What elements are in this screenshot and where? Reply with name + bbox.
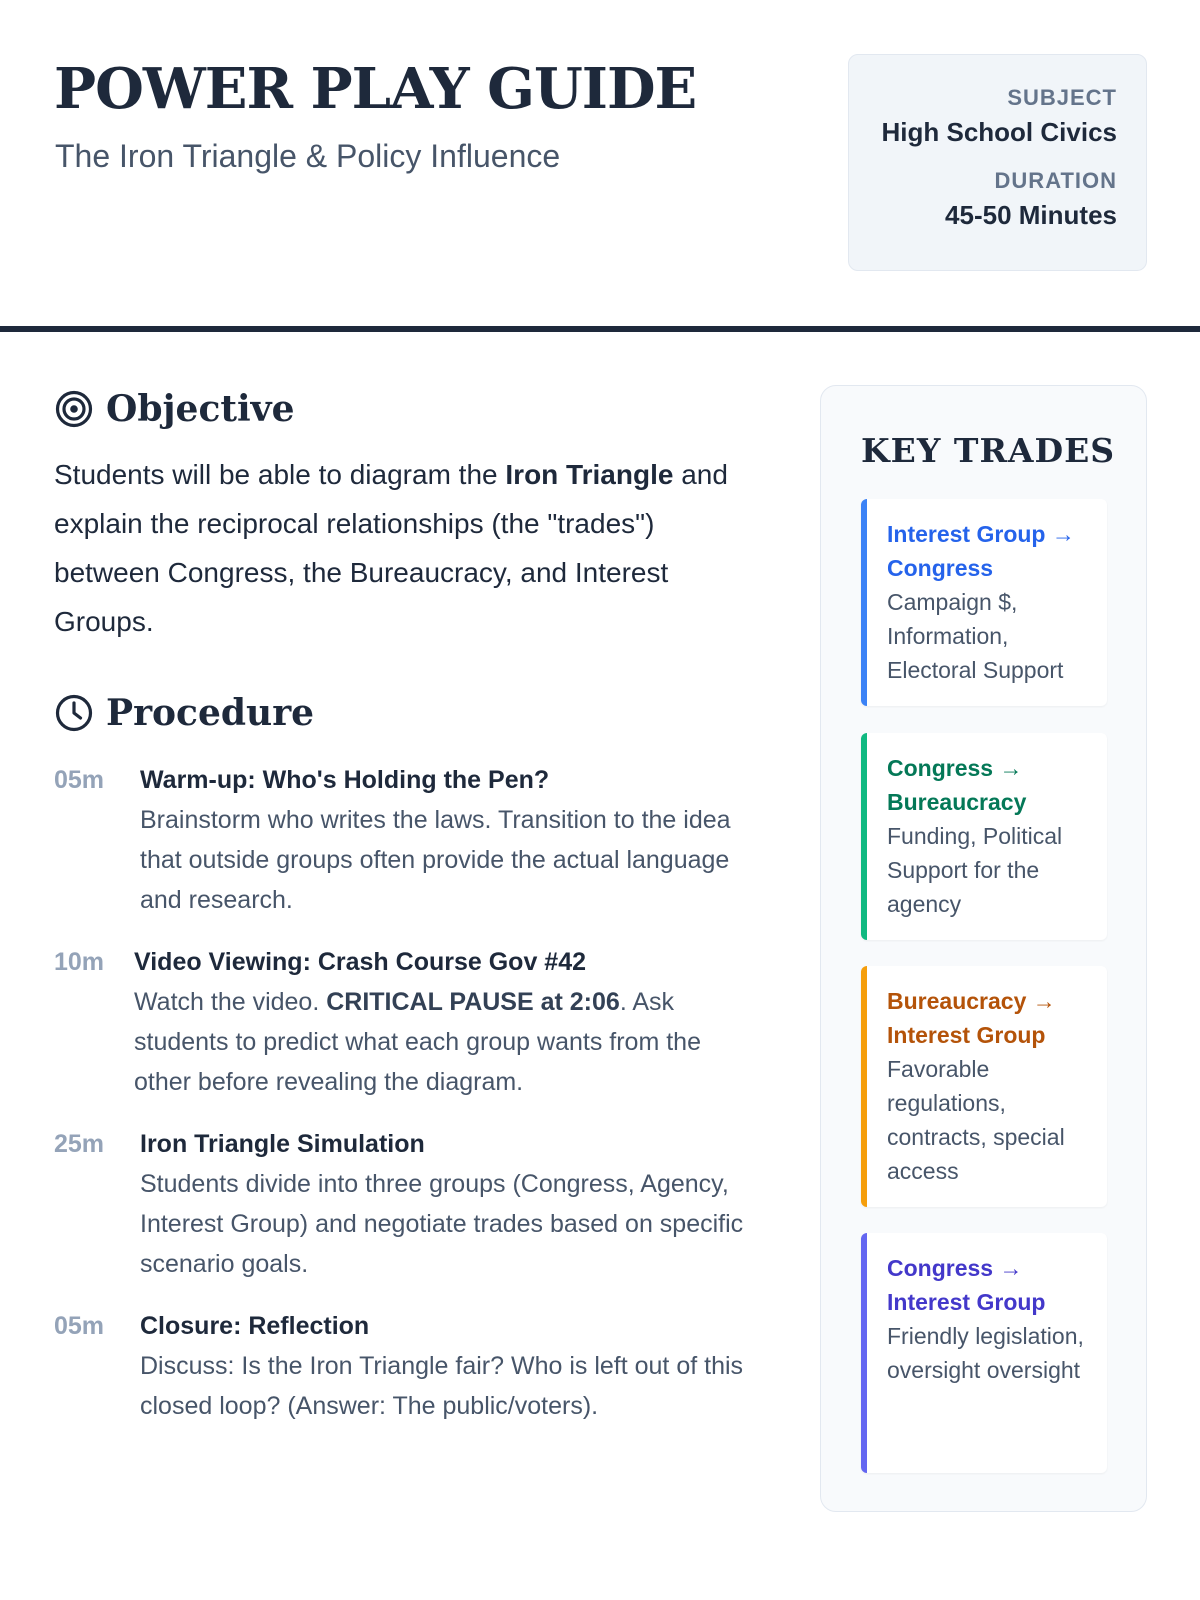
step-description: Discuss: Is the Iron Triangle fair? Who is left out of this closed loop? (Answer: The public/voters). bbox=[140, 1352, 744, 1420]
step-description-part-2: . Ask students to predict what each group wants from the other before revealing the diagram. bbox=[134, 988, 701, 1096]
subject-value: High School Civics bbox=[881, 117, 1117, 147]
trade-card bbox=[861, 733, 1107, 940]
duration-label: DURATION bbox=[994, 168, 1117, 193]
trade-title: Bureaucracy → Interest Group bbox=[887, 988, 1056, 1048]
step-time: 05m bbox=[54, 1312, 105, 1340]
procedure-step bbox=[54, 946, 764, 1102]
step-description bbox=[134, 982, 764, 1102]
procedure-steps bbox=[54, 764, 764, 1426]
trade-title: Interest Group → Congress bbox=[887, 521, 1075, 581]
step-title: Video Viewing: Crash Course Gov #42 bbox=[134, 948, 587, 976]
step-description-bold: CRITICAL PAUSE at 2:06 bbox=[326, 988, 620, 1016]
objective-text bbox=[54, 450, 764, 646]
objective-heading: Objective bbox=[106, 388, 295, 430]
objective-text-bold: Iron Triangle bbox=[505, 459, 674, 490]
objective-text-part-2: and explain the reciprocal relationships (the "trades") between Congress, the Bureaucracy, and Interest Groups. bbox=[54, 459, 728, 637]
target-icon bbox=[54, 389, 94, 429]
procedure-heading: Procedure bbox=[106, 692, 315, 734]
trade-description: Campaign $, Information, Electoral Support bbox=[887, 589, 1064, 683]
page-title: POWER PLAY GUIDE bbox=[54, 56, 697, 122]
trade-description: Funding, Political Support for the agency bbox=[887, 823, 1063, 917]
page-subtitle: The Iron Triangle & Policy Influence bbox=[55, 138, 561, 174]
step-title: Iron Triangle Simulation bbox=[140, 1130, 425, 1158]
procedure-step bbox=[54, 764, 764, 920]
trade-title: Congress → Bureaucracy bbox=[887, 755, 1027, 815]
header bbox=[0, 0, 1200, 332]
objective-text-part-1: Students will be able to diagram the bbox=[54, 459, 506, 490]
meta-box bbox=[848, 54, 1147, 271]
trade-card bbox=[861, 966, 1107, 1207]
step-title: Warm-up: Who's Holding the Pen? bbox=[140, 766, 550, 794]
clock-icon bbox=[54, 693, 94, 733]
trade-description: Friendly legislation, oversight oversight bbox=[887, 1323, 1084, 1383]
procedure-heading-row bbox=[54, 690, 764, 736]
step-description: Brainstorm who writes the laws. Transition to the idea that outside groups often provide the actual language and research. bbox=[140, 806, 731, 914]
main-content bbox=[54, 386, 764, 1452]
step-body bbox=[140, 1310, 764, 1426]
key-trades-heading: KEY TRADES bbox=[861, 431, 1116, 470]
trade-card bbox=[861, 499, 1107, 706]
step-body bbox=[134, 946, 764, 1102]
step-description-part-1: Watch the video. bbox=[134, 988, 327, 1016]
procedure-step bbox=[54, 1310, 764, 1426]
trade-title: Congress → Interest Group bbox=[887, 1255, 1046, 1315]
duration-value: 45-50 Minutes bbox=[945, 200, 1117, 230]
procedure-step bbox=[54, 1128, 764, 1284]
step-time: 25m bbox=[54, 1130, 105, 1158]
step-time: 10m bbox=[54, 948, 105, 976]
step-body bbox=[140, 1128, 764, 1284]
trade-description: Favorable regulations, contracts, special access bbox=[887, 1056, 1065, 1184]
step-description: Students divide into three groups (Congress, Agency, Interest Group) and negotiate trades based on specific scenario goals. bbox=[140, 1170, 744, 1278]
step-time: 05m bbox=[54, 766, 105, 794]
trade-card bbox=[861, 1233, 1107, 1473]
step-body bbox=[140, 764, 764, 920]
step-title: Closure: Reflection bbox=[140, 1312, 370, 1340]
objective-heading-row bbox=[54, 386, 764, 432]
subject-label: SUBJECT bbox=[1007, 85, 1117, 110]
key-trades-sidebar bbox=[820, 385, 1147, 1512]
